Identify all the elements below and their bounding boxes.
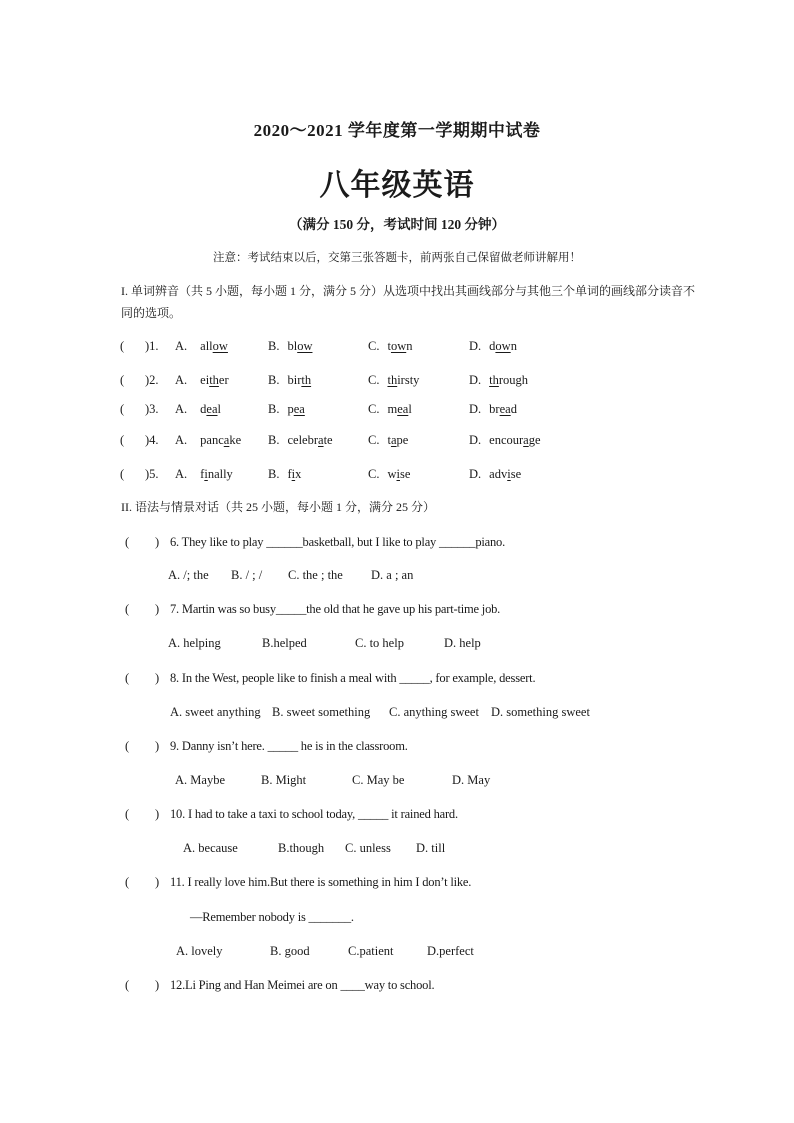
option-word-start: t [387, 433, 391, 447]
answer-choice: B.though [278, 841, 325, 855]
option-letter: C. [368, 373, 380, 387]
option-letter: C. [368, 402, 380, 416]
question-stem: 8. In the West, people like to finish a meal with _____, for example, dessert. [170, 671, 536, 685]
option-underlined-part: ow [212, 339, 228, 353]
option-letter: B. [268, 373, 280, 387]
option-underlined-part: a [390, 433, 397, 447]
answer-paren: ) [155, 875, 160, 889]
option-word-end: ke [229, 433, 242, 447]
option-underlined-part: i [507, 467, 511, 481]
option [469, 402, 517, 417]
question-stem: 9. Danny isn’t here. _____ he is in the classroom. [170, 739, 408, 753]
score-note: （满分 150 分，考试时间 120 分钟） [289, 217, 505, 232]
option-word-end: er [218, 373, 229, 387]
option [368, 373, 419, 388]
answer-choice: D. May [452, 773, 491, 787]
answer-choice: D. something sweet [491, 705, 590, 719]
option-word-start: f [200, 467, 205, 481]
option-underlined-part: ea [397, 402, 409, 416]
option-word-end: l [408, 402, 412, 416]
option-word-start: br [489, 402, 500, 416]
question-reply: —Remember nobody is _______. [190, 910, 354, 924]
question-number: )5. [145, 467, 159, 481]
option-word-start: encour [489, 433, 524, 447]
answer-paren: ) [155, 739, 160, 753]
option [469, 373, 528, 388]
question-number: )3. [145, 402, 159, 416]
option-letter: D. [469, 433, 482, 447]
answer-paren: ( [125, 739, 130, 753]
option-letter: C. [368, 433, 380, 447]
question-number: )1. [145, 339, 159, 353]
option-word-start: panc [200, 433, 224, 447]
answer-choice: D. till [416, 841, 446, 855]
exam-notice: 注意：考试结束以后，交第三张答题卡，前两张自己保留做老师讲解用！ [213, 252, 581, 264]
option-word-start: w [387, 467, 397, 481]
option-underlined-part: ow [495, 339, 511, 353]
answer-choice: D. help [444, 636, 481, 650]
answer-choice: A. helping [168, 636, 221, 650]
answer-choice: C. unless [345, 841, 391, 855]
answer-paren-open: ( [120, 433, 125, 447]
option-word-end: l [217, 402, 221, 416]
answer-paren: ( [125, 671, 130, 685]
option-letter: D. [469, 402, 482, 416]
option-word-start: all [200, 339, 213, 353]
option-letter: A. [175, 433, 188, 447]
option-underlined-part: a [523, 433, 529, 447]
answer-choice: B.helped [262, 636, 307, 650]
option [175, 402, 221, 417]
question-stem: 12.Li Ping and Han Meimei are on ____way to school. [170, 978, 435, 992]
part1-heading: I. 单词辨音（共 5 小题，每小题 1 分，满分 5 分）从选项中找出其画线部分与其他三个单词的画线部分读音不同的选项。 [121, 284, 696, 320]
option [469, 467, 521, 482]
option-letter: D. [469, 339, 482, 353]
answer-paren-open: ( [120, 467, 125, 481]
answer-paren: ( [125, 602, 130, 616]
option-word-end: n [510, 339, 517, 353]
option-word-end: rough [498, 373, 529, 387]
option-word-start: d [200, 402, 207, 416]
option-letter: A. [175, 373, 188, 387]
answer-choice: A. Maybe [175, 773, 225, 787]
option-underlined-part: th [209, 373, 219, 387]
answer-paren-open: ( [120, 402, 125, 416]
option [469, 339, 517, 354]
answer-choice: A. because [183, 841, 238, 855]
option-word-start: d [489, 339, 496, 353]
option-underlined-part: ow [390, 339, 407, 353]
option-letter: B. [268, 467, 280, 481]
question-stem: 6. They like to play ______basketball, but I like to play ______piano. [170, 535, 506, 549]
option-underlined-part: ea [293, 402, 305, 416]
option-word-end: nally [207, 467, 233, 481]
option-underlined-part: a [223, 433, 230, 447]
answer-paren: ) [155, 535, 160, 549]
option [268, 433, 333, 448]
option-word-start: bir [287, 373, 302, 387]
option [368, 339, 412, 354]
option-word-end: ge [528, 433, 541, 447]
option-word-end: te [323, 433, 333, 447]
option [368, 402, 412, 417]
option-word-start: adv [489, 467, 508, 481]
answer-choice: A. /; the [168, 568, 209, 582]
answer-choice: B. sweet something [272, 705, 371, 719]
answer-paren: ( [125, 535, 130, 549]
option-underlined-part: a [318, 433, 324, 447]
answer-paren: ) [155, 807, 160, 821]
part2-heading: II. 语法与情景对话（共 25 小题，每小题 1 分，满分 25 分） [121, 500, 435, 514]
question-stem: 11. I really love him.But there is something in him I don’t like. [170, 875, 472, 889]
question-number: )2. [145, 373, 159, 387]
answer-paren: ) [155, 978, 160, 992]
option [175, 467, 233, 482]
option-underlined-part: th [489, 373, 499, 387]
option [268, 402, 305, 417]
option-word-end: pe [396, 433, 409, 447]
option-word-end: se [399, 467, 411, 481]
exam-title: 2020～2021 学年度第一学期期中试卷 [253, 121, 541, 140]
option [268, 373, 311, 388]
answer-paren: ( [125, 807, 130, 821]
option-letter: C. [368, 339, 380, 353]
answer-choice: D.perfect [427, 944, 474, 958]
option [175, 373, 229, 388]
answer-choice: C. the ; the [288, 568, 343, 582]
option-underlined-part: ow [297, 339, 313, 353]
answer-choice: C.patient [348, 944, 394, 958]
option-letter: C. [368, 467, 380, 481]
option-letter: D. [469, 373, 482, 387]
option-word-start: t [387, 339, 391, 353]
option [368, 467, 410, 482]
answer-choice: A. lovely [176, 944, 223, 958]
option-word-start: m [387, 402, 398, 416]
answer-choice: A. sweet anything [170, 705, 261, 719]
answer-paren-open: ( [120, 373, 125, 387]
option [469, 433, 541, 448]
option-word-start: bl [287, 339, 298, 353]
option [175, 433, 241, 448]
option-word-start: celebr [287, 433, 318, 447]
option-underlined-part: i [291, 467, 296, 481]
option [175, 339, 228, 354]
answer-paren: ) [155, 602, 160, 616]
answer-choice: C. anything sweet [389, 705, 479, 719]
option-word-end: d [510, 402, 517, 416]
option-word-start: f [287, 467, 292, 481]
option-word-end: irsty [397, 373, 420, 387]
option-word-end: x [295, 467, 302, 481]
answer-choice: B. / ; / [231, 568, 263, 582]
option-underlined-part: i [204, 467, 208, 481]
subject-title: 八年级英语 [319, 168, 475, 203]
option-word-start: ei [200, 373, 210, 387]
option [268, 467, 301, 482]
option-letter: A. [175, 339, 188, 353]
option-underlined-part: i [396, 467, 400, 481]
answer-choice: B. good [270, 944, 310, 958]
option [368, 433, 408, 448]
option-letter: A. [175, 467, 188, 481]
option-word-end: n [406, 339, 413, 353]
option-letter: D. [469, 467, 482, 481]
option-word-end: se [510, 467, 522, 481]
answer-paren: ( [125, 978, 130, 992]
answer-choice: B. Might [261, 773, 307, 787]
option-underlined-part: th [387, 373, 398, 387]
option-letter: B. [268, 402, 280, 416]
question-stem: 7. Martin was so busy_____the old that he gave up his part-time job. [170, 602, 501, 616]
answer-choice: C. May be [352, 773, 405, 787]
option-letter: B. [268, 433, 280, 447]
option-letter: B. [268, 339, 280, 353]
option-underlined-part: ea [206, 402, 218, 416]
answer-paren: ) [155, 671, 160, 685]
answer-choice: D. a ; an [371, 568, 414, 582]
answer-choice: C. to help [355, 636, 404, 650]
option-word-start: p [287, 402, 294, 416]
answer-paren-open: ( [120, 339, 125, 353]
option-underlined-part: ea [499, 402, 511, 416]
option [268, 339, 312, 354]
option-letter: A. [175, 402, 188, 416]
question-stem: 10. I had to take a taxi to school today, _____ it rained hard. [170, 807, 458, 821]
question-number: )4. [145, 433, 159, 447]
option-underlined-part: th [301, 373, 312, 387]
answer-paren: ( [125, 875, 130, 889]
